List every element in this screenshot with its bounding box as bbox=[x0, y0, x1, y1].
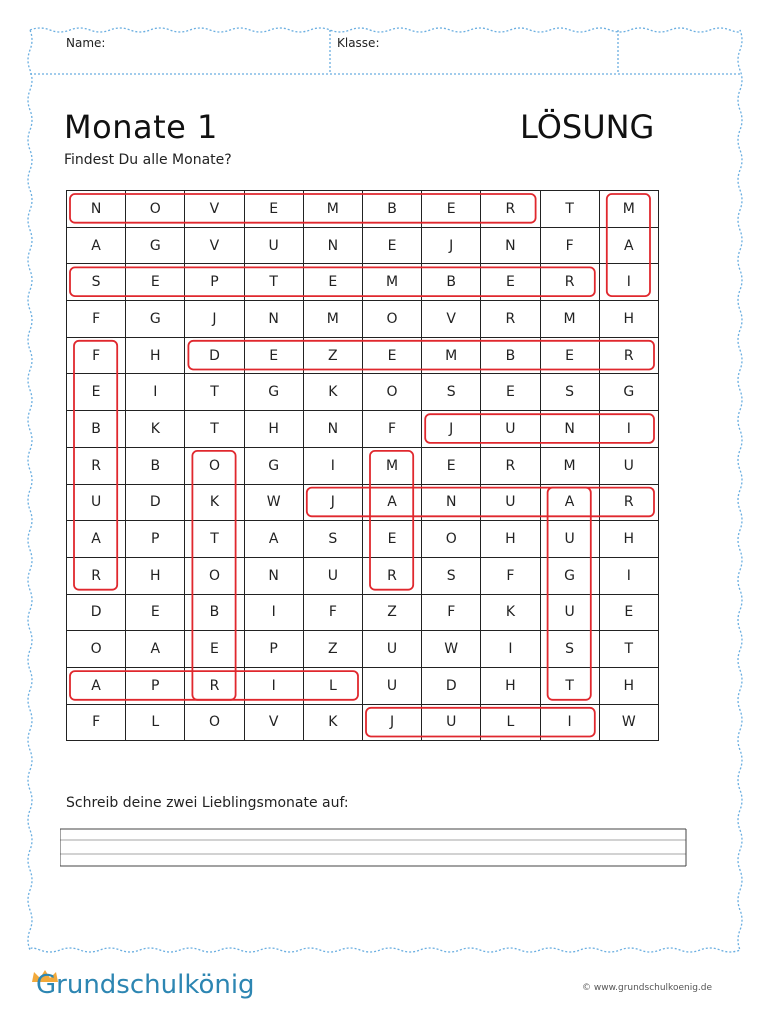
grid-cell[interactable]: R bbox=[67, 447, 126, 484]
grid-cell[interactable]: B bbox=[126, 447, 185, 484]
worksheet-subtitle: Findest Du alle Monate? bbox=[64, 152, 232, 168]
grid-cell[interactable]: A bbox=[126, 631, 185, 668]
grid-cell[interactable]: S bbox=[303, 521, 362, 558]
grid-cell[interactable]: D bbox=[185, 337, 244, 374]
grid-cell[interactable]: A bbox=[67, 227, 126, 264]
grid-cell[interactable]: F bbox=[422, 594, 481, 631]
grid-row bbox=[67, 301, 659, 338]
grid-cell[interactable]: I bbox=[126, 374, 185, 411]
grid-cell[interactable]: E bbox=[126, 264, 185, 301]
grid-cell[interactable]: O bbox=[126, 191, 185, 228]
grid-cell[interactable]: O bbox=[185, 557, 244, 594]
word-search-grid bbox=[66, 190, 659, 741]
grid-cell[interactable]: E bbox=[422, 191, 481, 228]
grid-row bbox=[67, 594, 659, 631]
grid-cell[interactable]: V bbox=[185, 227, 244, 264]
grid-cell[interactable]: W bbox=[422, 631, 481, 668]
grid-cell[interactable]: S bbox=[67, 264, 126, 301]
grid-cell[interactable]: O bbox=[422, 521, 481, 558]
grid-cell[interactable]: V bbox=[185, 191, 244, 228]
grid-row bbox=[67, 484, 659, 521]
grid-cell[interactable]: M bbox=[362, 447, 421, 484]
grid-row bbox=[67, 191, 659, 228]
grid-row bbox=[67, 411, 659, 448]
grid-cell[interactable]: E bbox=[481, 264, 540, 301]
grid-cell[interactable]: U bbox=[540, 521, 599, 558]
grid-cell[interactable]: F bbox=[303, 594, 362, 631]
grid-cell[interactable]: N bbox=[67, 191, 126, 228]
grid-cell[interactable]: S bbox=[540, 631, 599, 668]
grid-cell[interactable]: O bbox=[67, 631, 126, 668]
grid-cell[interactable]: U bbox=[599, 447, 658, 484]
grid-cell[interactable]: M bbox=[362, 264, 421, 301]
grid-cell[interactable]: E bbox=[185, 631, 244, 668]
grid-cell[interactable]: F bbox=[540, 227, 599, 264]
grid-cell[interactable]: B bbox=[481, 337, 540, 374]
grid-cell[interactable]: I bbox=[599, 557, 658, 594]
grid-cell[interactable]: V bbox=[244, 704, 303, 741]
solution-label: LÖSUNG bbox=[520, 108, 655, 146]
grid-cell[interactable]: E bbox=[599, 594, 658, 631]
grid-cell[interactable]: A bbox=[362, 484, 421, 521]
grid-cell[interactable]: E bbox=[362, 227, 421, 264]
grid-cell[interactable]: I bbox=[303, 447, 362, 484]
grid-cell[interactable]: R bbox=[540, 264, 599, 301]
grid-cell[interactable]: R bbox=[67, 557, 126, 594]
grid-cell[interactable]: R bbox=[481, 301, 540, 338]
grid-cell[interactable]: G bbox=[540, 557, 599, 594]
grid-cell[interactable]: I bbox=[244, 667, 303, 704]
grid-cell[interactable]: J bbox=[303, 484, 362, 521]
grid-row bbox=[67, 667, 659, 704]
grid-cell[interactable]: E bbox=[303, 264, 362, 301]
grid-cell[interactable]: S bbox=[540, 374, 599, 411]
grid-cell[interactable]: A bbox=[599, 227, 658, 264]
grid-cell[interactable]: Z bbox=[303, 631, 362, 668]
grid-cell[interactable]: H bbox=[599, 301, 658, 338]
grid-cell[interactable]: E bbox=[422, 447, 481, 484]
grid-cell[interactable]: T bbox=[244, 264, 303, 301]
grid-cell[interactable]: U bbox=[362, 631, 421, 668]
grid-row bbox=[67, 631, 659, 668]
grid-cell[interactable]: R bbox=[599, 337, 658, 374]
grid-cell[interactable]: E bbox=[244, 337, 303, 374]
grid-cell[interactable]: H bbox=[126, 557, 185, 594]
grid-cell[interactable]: O bbox=[185, 704, 244, 741]
grid-cell[interactable]: R bbox=[481, 191, 540, 228]
grid-cell[interactable]: D bbox=[126, 484, 185, 521]
class-field-label: Klasse: bbox=[337, 36, 380, 50]
grid-cell[interactable]: J bbox=[422, 411, 481, 448]
grid-cell[interactable]: H bbox=[599, 521, 658, 558]
grid-cell[interactable]: E bbox=[481, 374, 540, 411]
grid-cell[interactable]: J bbox=[422, 227, 481, 264]
grid-cell[interactable]: G bbox=[126, 227, 185, 264]
grid-cell[interactable]: S bbox=[422, 374, 481, 411]
grid-cell[interactable]: N bbox=[244, 301, 303, 338]
grid-cell[interactable]: I bbox=[599, 264, 658, 301]
grid-cell[interactable]: R bbox=[185, 667, 244, 704]
grid-cell[interactable]: F bbox=[67, 337, 126, 374]
grid-cell[interactable]: K bbox=[126, 411, 185, 448]
grid-cell[interactable]: M bbox=[422, 337, 481, 374]
name-field-label: Name: bbox=[66, 36, 106, 50]
favorite-months-prompt: Schreib deine zwei Lieblingsmonate auf: bbox=[66, 795, 349, 811]
grid-cell[interactable]: E bbox=[67, 374, 126, 411]
copyright-text: © www.grundschulkoenig.de bbox=[582, 983, 713, 993]
grid-cell[interactable]: A bbox=[67, 667, 126, 704]
grid-cell[interactable]: P bbox=[185, 264, 244, 301]
grid-cell[interactable]: O bbox=[362, 374, 421, 411]
grid-cell[interactable]: B bbox=[422, 264, 481, 301]
grid-cell[interactable]: N bbox=[422, 484, 481, 521]
grid-cell[interactable]: F bbox=[481, 557, 540, 594]
grid-cell[interactable]: H bbox=[244, 411, 303, 448]
grid-row bbox=[67, 264, 659, 301]
grid-cell[interactable]: O bbox=[362, 301, 421, 338]
brand-logo-text: Grundschulkönig bbox=[36, 970, 255, 1000]
grid-cell[interactable]: I bbox=[599, 411, 658, 448]
grid-cell[interactable]: T bbox=[185, 521, 244, 558]
grid-cell[interactable]: A bbox=[540, 484, 599, 521]
grid-cell[interactable]: K bbox=[185, 484, 244, 521]
grid-cell[interactable]: H bbox=[599, 667, 658, 704]
grid-cell[interactable]: J bbox=[362, 704, 421, 741]
grid-cell[interactable]: T bbox=[185, 411, 244, 448]
grid-cell[interactable]: G bbox=[126, 301, 185, 338]
grid-cell[interactable]: E bbox=[362, 521, 421, 558]
grid-cell[interactable]: K bbox=[303, 704, 362, 741]
grid-cell[interactable]: H bbox=[481, 521, 540, 558]
grid-row bbox=[67, 337, 659, 374]
grid-cell[interactable]: R bbox=[362, 557, 421, 594]
grid-cell[interactable]: E bbox=[126, 594, 185, 631]
grid-cell[interactable]: F bbox=[67, 301, 126, 338]
grid-cell[interactable]: V bbox=[422, 301, 481, 338]
grid-row bbox=[67, 447, 659, 484]
grid-cell[interactable]: P bbox=[126, 521, 185, 558]
grid-cell[interactable]: B bbox=[67, 411, 126, 448]
grid-cell[interactable]: Z bbox=[303, 337, 362, 374]
grid-cell[interactable]: I bbox=[244, 594, 303, 631]
grid-cell[interactable]: D bbox=[67, 594, 126, 631]
grid-cell[interactable]: U bbox=[481, 411, 540, 448]
grid-cell[interactable]: P bbox=[244, 631, 303, 668]
grid-cell[interactable]: Z bbox=[362, 594, 421, 631]
grid-cell[interactable]: F bbox=[362, 411, 421, 448]
grid-cell[interactable]: B bbox=[185, 594, 244, 631]
grid-cell[interactable]: W bbox=[599, 704, 658, 741]
grid-cell[interactable]: U bbox=[362, 667, 421, 704]
grid-cell[interactable]: T bbox=[540, 191, 599, 228]
grid-cell[interactable]: A bbox=[244, 521, 303, 558]
grid-cell[interactable]: M bbox=[599, 191, 658, 228]
grid-cell[interactable]: M bbox=[303, 301, 362, 338]
grid-cell[interactable]: U bbox=[540, 594, 599, 631]
grid-cell[interactable]: L bbox=[481, 704, 540, 741]
grid-cell[interactable]: K bbox=[303, 374, 362, 411]
grid-cell[interactable]: I bbox=[540, 704, 599, 741]
grid-cell[interactable]: J bbox=[185, 301, 244, 338]
grid-cell[interactable]: F bbox=[67, 704, 126, 741]
grid-cell[interactable]: G bbox=[599, 374, 658, 411]
grid-cell[interactable]: D bbox=[422, 667, 481, 704]
grid-row bbox=[67, 227, 659, 264]
grid-cell[interactable]: L bbox=[126, 704, 185, 741]
grid-cell[interactable]: T bbox=[540, 667, 599, 704]
grid-cell[interactable]: B bbox=[362, 191, 421, 228]
grid-cell[interactable]: U bbox=[481, 484, 540, 521]
grid-cell[interactable]: N bbox=[481, 227, 540, 264]
grid-cell[interactable]: R bbox=[481, 447, 540, 484]
grid-cell[interactable]: G bbox=[244, 374, 303, 411]
grid-cell[interactable]: R bbox=[599, 484, 658, 521]
grid-cell[interactable]: K bbox=[481, 594, 540, 631]
grid-cell[interactable]: H bbox=[481, 667, 540, 704]
grid-cell[interactable]: T bbox=[599, 631, 658, 668]
grid-cell[interactable]: W bbox=[244, 484, 303, 521]
grid-cell[interactable]: U bbox=[422, 704, 481, 741]
grid-cell[interactable]: M bbox=[540, 447, 599, 484]
worksheet-title: Monate 1 bbox=[64, 108, 218, 146]
grid-cell[interactable]: I bbox=[481, 631, 540, 668]
grid-cell[interactable]: O bbox=[185, 447, 244, 484]
grid-cell[interactable]: L bbox=[303, 667, 362, 704]
grid-cell[interactable]: S bbox=[422, 557, 481, 594]
grid-cell[interactable]: M bbox=[303, 191, 362, 228]
writing-lines[interactable] bbox=[60, 828, 688, 868]
grid-cell[interactable]: N bbox=[303, 227, 362, 264]
grid-cell[interactable]: N bbox=[244, 557, 303, 594]
grid-cell[interactable]: U bbox=[303, 557, 362, 594]
grid-row bbox=[67, 374, 659, 411]
grid-row bbox=[67, 521, 659, 558]
grid-row bbox=[67, 557, 659, 594]
grid-cell[interactable]: G bbox=[244, 447, 303, 484]
grid-cell[interactable]: N bbox=[303, 411, 362, 448]
grid-cell[interactable]: U bbox=[67, 484, 126, 521]
grid-row bbox=[67, 704, 659, 741]
grid-cell[interactable]: E bbox=[540, 337, 599, 374]
grid-cell[interactable]: M bbox=[540, 301, 599, 338]
grid-cell[interactable]: P bbox=[126, 667, 185, 704]
grid-cell[interactable]: T bbox=[185, 374, 244, 411]
grid-cell[interactable]: H bbox=[126, 337, 185, 374]
grid-cell[interactable]: E bbox=[244, 191, 303, 228]
grid-cell[interactable]: E bbox=[362, 337, 421, 374]
grid-cell[interactable]: N bbox=[540, 411, 599, 448]
grid-cell[interactable]: U bbox=[244, 227, 303, 264]
grid-cell[interactable]: A bbox=[67, 521, 126, 558]
